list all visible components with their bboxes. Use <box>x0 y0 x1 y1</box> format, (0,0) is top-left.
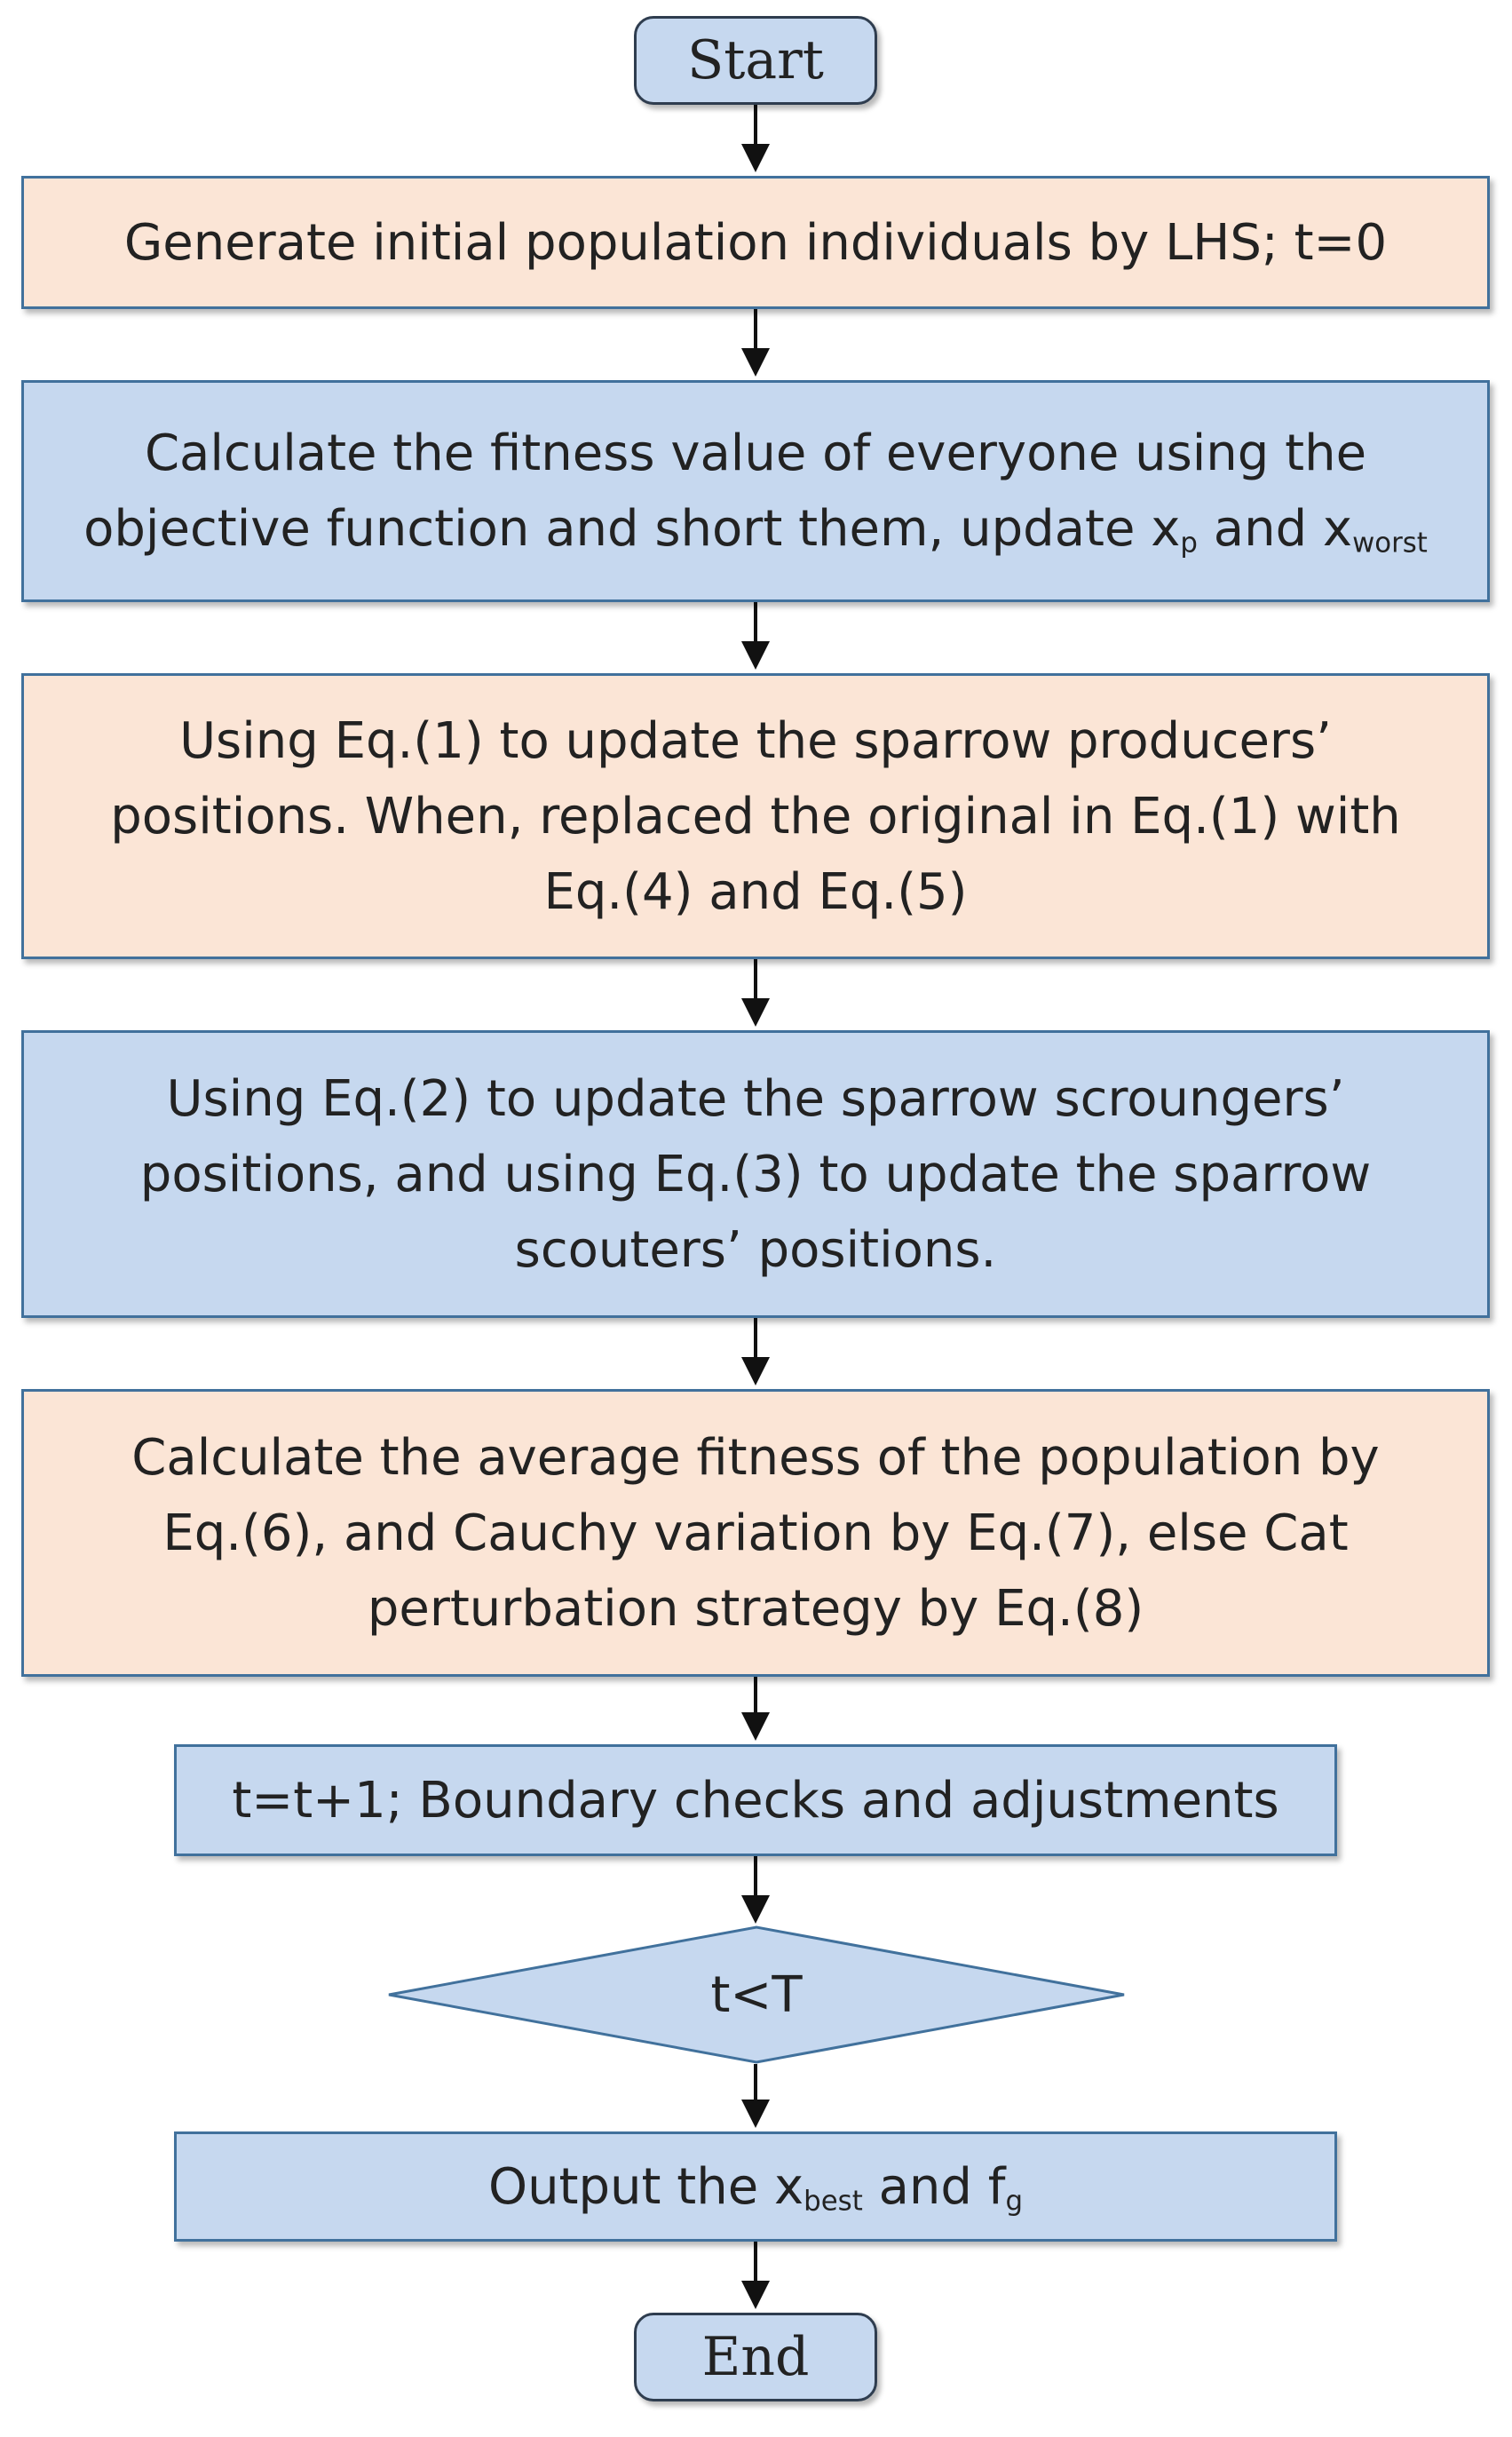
decision-label: t<T <box>710 1965 803 2024</box>
fitness-evaluation-text <box>66 416 1445 567</box>
fitness-evaluation-step <box>21 380 1490 602</box>
end-node <box>634 2313 877 2401</box>
output-step <box>174 2131 1337 2242</box>
scroungers-update-step <box>21 1030 1490 1318</box>
boundary-check-label: t=t+1; Boundary checks and adjustments <box>232 1771 1279 1830</box>
init-population-step <box>21 176 1490 309</box>
fitness-line-1: Calculate the fitness value of everyone using the <box>144 425 1367 482</box>
subscript-best: best <box>803 2185 863 2218</box>
output-text <box>471 2149 1041 2225</box>
subscript-p: p <box>1180 527 1198 560</box>
start-label: Start <box>687 28 824 91</box>
init-population-label: Generate initial population individuals by LHS; t=0 <box>123 213 1388 272</box>
output-prefix: Output the x <box>487 2157 804 2216</box>
average-fitness-step <box>21 1389 1490 1677</box>
producers-update-label: Using Eq.(1) to update the sparrow producers’ positions. When, replaced the original in Eq.(1) with Eq.(4) and Eq.(5) <box>110 711 1401 921</box>
producers-update-step <box>21 673 1490 959</box>
scroungers-update-label: Using Eq.(2) to update the sparrow scroungers’ positions, and using Eq.(3) to update the sparrow scouters’ positions. <box>139 1069 1372 1279</box>
fitness-line-2-prefix: objective function and short them, update x <box>83 500 1181 558</box>
subscript-g: g <box>1005 2185 1024 2218</box>
subscript-worst: worst <box>1352 527 1428 560</box>
start-node <box>634 16 877 105</box>
end-label: End <box>701 2325 810 2388</box>
boundary-check-step <box>174 1744 1337 1856</box>
output-mid: and f <box>862 2157 1006 2216</box>
average-fitness-label: Calculate the average fitness of the population by Eq.(6), and Cauchy variation by Eq.(7), else Cat perturbation strategy by Eq.(8) <box>131 1428 1380 1638</box>
fitness-line-2-mid: and x <box>1197 500 1353 558</box>
